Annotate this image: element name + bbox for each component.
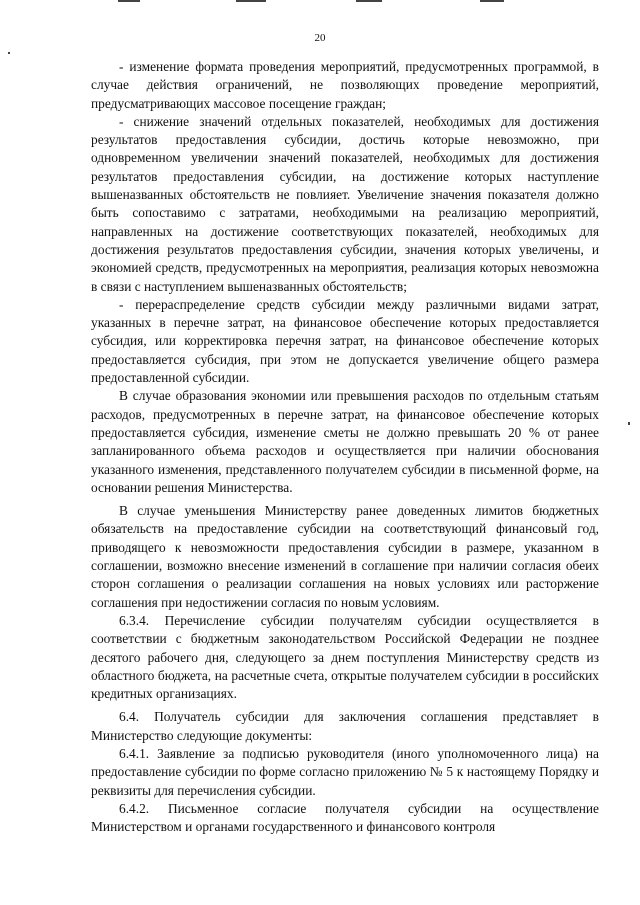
page-number: 20 (314, 32, 326, 44)
paragraph: - изменение формата проведения мероприятий, предусмотренных программой, в случае действия ограничений, не позволяющих проведение мероприятий, предусматривающих массовое посещение граждан; (91, 59, 599, 111)
paragraph: 6.4. Получатель субсидии для заключения соглашения представляет в Министерство следующие документы: (91, 709, 599, 743)
scan-edge-mark (118, 0, 140, 2)
paragraph: 6.4.1. Заявление за подписью руководителя (иного уполномоченного лица) на предоставление субсидии по форме согласно приложению № 5 к настоящему Порядку и реквизиты для перечисления субсидии. (91, 745, 599, 798)
paragraph: В случае образования экономии или превышения расходов по отдельным статьям расходов, предусмотренных в перечне затрат, на финансовое обеспечение которых предоставляется субсидия, изменение сметы не должно превышать 20 % от ранее запланированного объема расходов и осуществляется при наличии обоснования указанного изменения, представленного получателем субсидии в письменной форме, на основании решения Министерства. (91, 388, 599, 495)
paragraph: В случае уменьшения Министерству ранее доведенных лимитов бюджетных обязательств на предоставление субсидии на соответствующий финансовый год, приводящего к невозможности предоставления субсидии в размере, указанном в соглашении, возможно внесение изменений в соглашение при наличии согласия обеих сторон соглашения о реализации соглашения на новых условиях или расторжение соглашения при недостижении согласия по новым условиям. (91, 503, 599, 610)
scan-edge-mark (236, 0, 266, 2)
paragraph: 6.3.4. Перечисление субсидии получателям субсидии осуществляется в соответствии с бюджетным законодательством Российской Федерации не позднее десятого рабочего дня, следующего за днем поступления Министерству средств из областного бюджета, на расчетные счета, открытые получателем субсидии в российских кредитных организациях. (91, 612, 599, 702)
paragraph: 6.4.2. Письменное согласие получателя субсидии на осуществление Министерством и органами государственного и финансового контроля (91, 800, 599, 835)
scan-edge-mark (8, 52, 10, 54)
scan-edge-mark (628, 422, 630, 425)
scan-edge-mark (356, 0, 382, 2)
document-body (91, 58, 599, 836)
scan-edge-mark (480, 0, 504, 2)
paragraph: - перераспределение средств субсидии между различными видами затрат, указанных в перечне затрат, на финансовое обеспечение которых предоставляется субсидия, или корректировка перечня затрат, на финансовое обеспечение которых предоставляется субсидия, при этом не допускается увеличение общего размера предоставленной субсидии. (91, 296, 599, 386)
paragraph: - снижение значений отдельных показателей, необходимых для достижения результатов предоставления субсидии, достичь которые невозможно, при одновременном увеличении значений показателей, необходимых для достижения результатов предоставления субсидии, на достижение которых наступление вышеназванных обстоятельств не повлияет. Увеличение значения показателя должно быть сопоставимо с затратами, необходимыми на реализацию мероприятий, направленных на достижение соответствующих показателей, необходимых для достижения результатов предоставления субсидии, значения которых увеличены, и экономией средств, предусмотренных на мероприятия, реализация которых невозможна в связи с наступлением вышеназванных обстоятельств; (91, 113, 599, 294)
